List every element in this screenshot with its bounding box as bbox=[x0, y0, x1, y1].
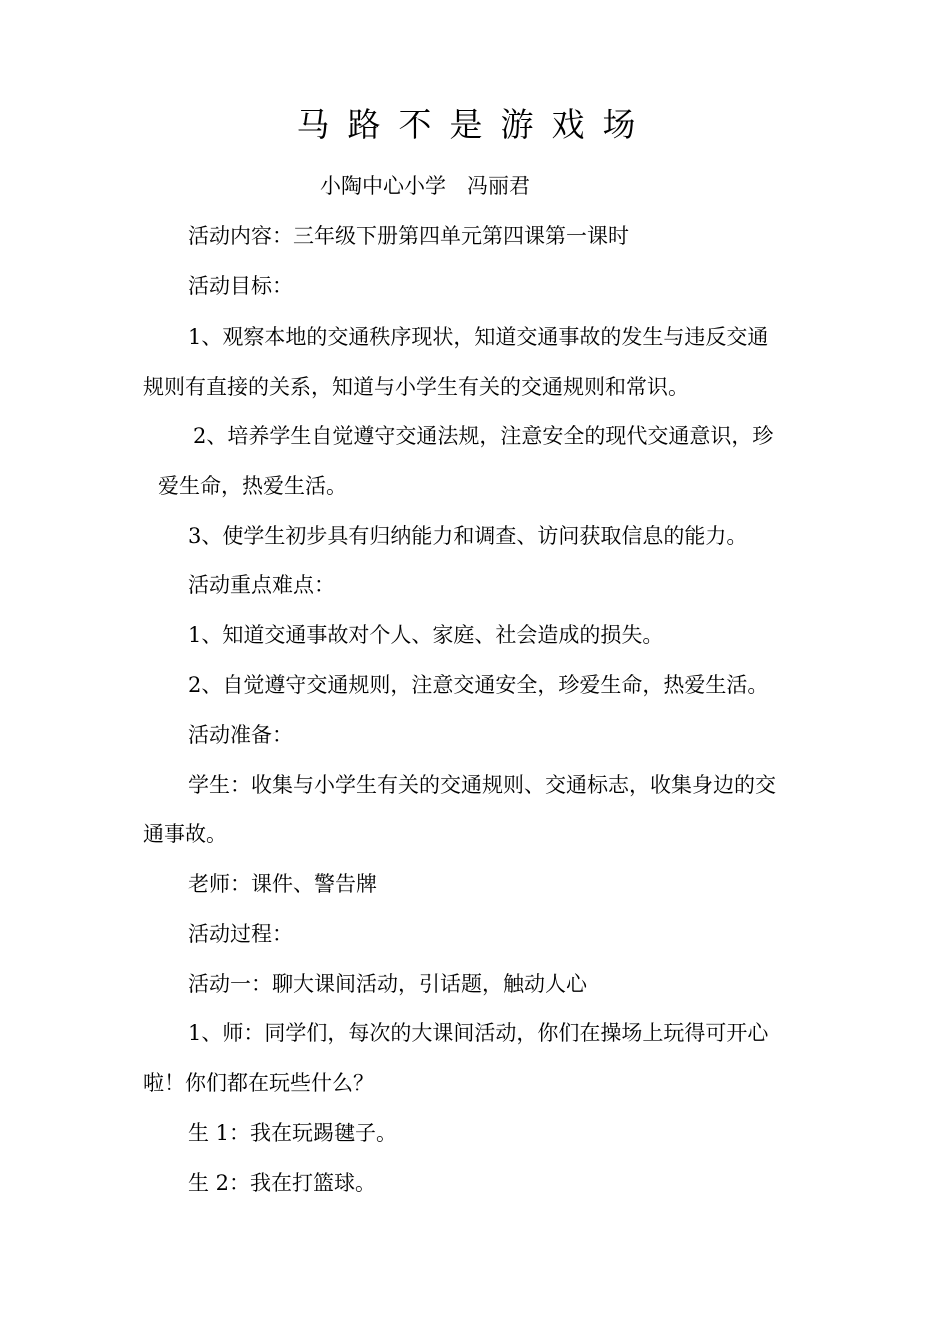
activity-one-heading: 活动一：聊大课间活动，引话题，触动人心 bbox=[188, 972, 587, 996]
goal-2-line-2: 爱生命，热爱生活。 bbox=[158, 474, 347, 498]
heading-process: 活动过程： bbox=[188, 922, 293, 946]
student-preparation-line-1: 学生：收集与小学生有关的交通规则、交通标志，收集身边的交 bbox=[188, 773, 776, 797]
document-title: 马路不是游戏场 bbox=[296, 105, 654, 144]
heading-key-points: 活动重点难点： bbox=[188, 573, 335, 597]
teacher-preparation: 老师：课件、警告牌 bbox=[188, 872, 377, 896]
key-point-1: 1、知道交通事故对个人、家庭、社会造成的损失。 bbox=[188, 623, 664, 647]
student-1-answer: 生 1：我在玩踢毽子。 bbox=[188, 1121, 398, 1145]
student-preparation-line-2: 通事故。 bbox=[143, 822, 227, 846]
paragraph-activity-content: 活动内容：三年级下册第四单元第四课第一课时 bbox=[188, 224, 629, 248]
heading-preparation: 活动准备： bbox=[188, 723, 293, 747]
goal-3: 3、使学生初步具有归纳能力和调查、访问获取信息的能力。 bbox=[188, 524, 748, 548]
goal-2-line-1: 2、培养学生自觉遵守交通法规，注意安全的现代交通意识，珍 bbox=[193, 424, 774, 448]
goal-1-line-2: 规则有直接的关系，知道与小学生有关的交通规则和常识。 bbox=[143, 375, 689, 399]
teacher-question-line-1: 1、师：同学们，每次的大课间活动，你们在操场上玩得可开心 bbox=[188, 1021, 769, 1045]
heading-activity-goals: 活动目标： bbox=[188, 274, 293, 298]
student-2-answer: 生 2：我在打篮球。 bbox=[188, 1171, 377, 1195]
key-point-2: 2、自觉遵守交通规则，注意交通安全，珍爱生命，热爱生活。 bbox=[188, 673, 769, 697]
goal-1-line-1: 1、观察本地的交通秩序现状，知道交通事故的发生与违反交通 bbox=[188, 325, 769, 349]
author-line: 小陶中心小学 冯丽君 bbox=[320, 174, 530, 198]
teacher-question-line-2: 啦！你们都在玩些什么？ bbox=[143, 1071, 374, 1095]
